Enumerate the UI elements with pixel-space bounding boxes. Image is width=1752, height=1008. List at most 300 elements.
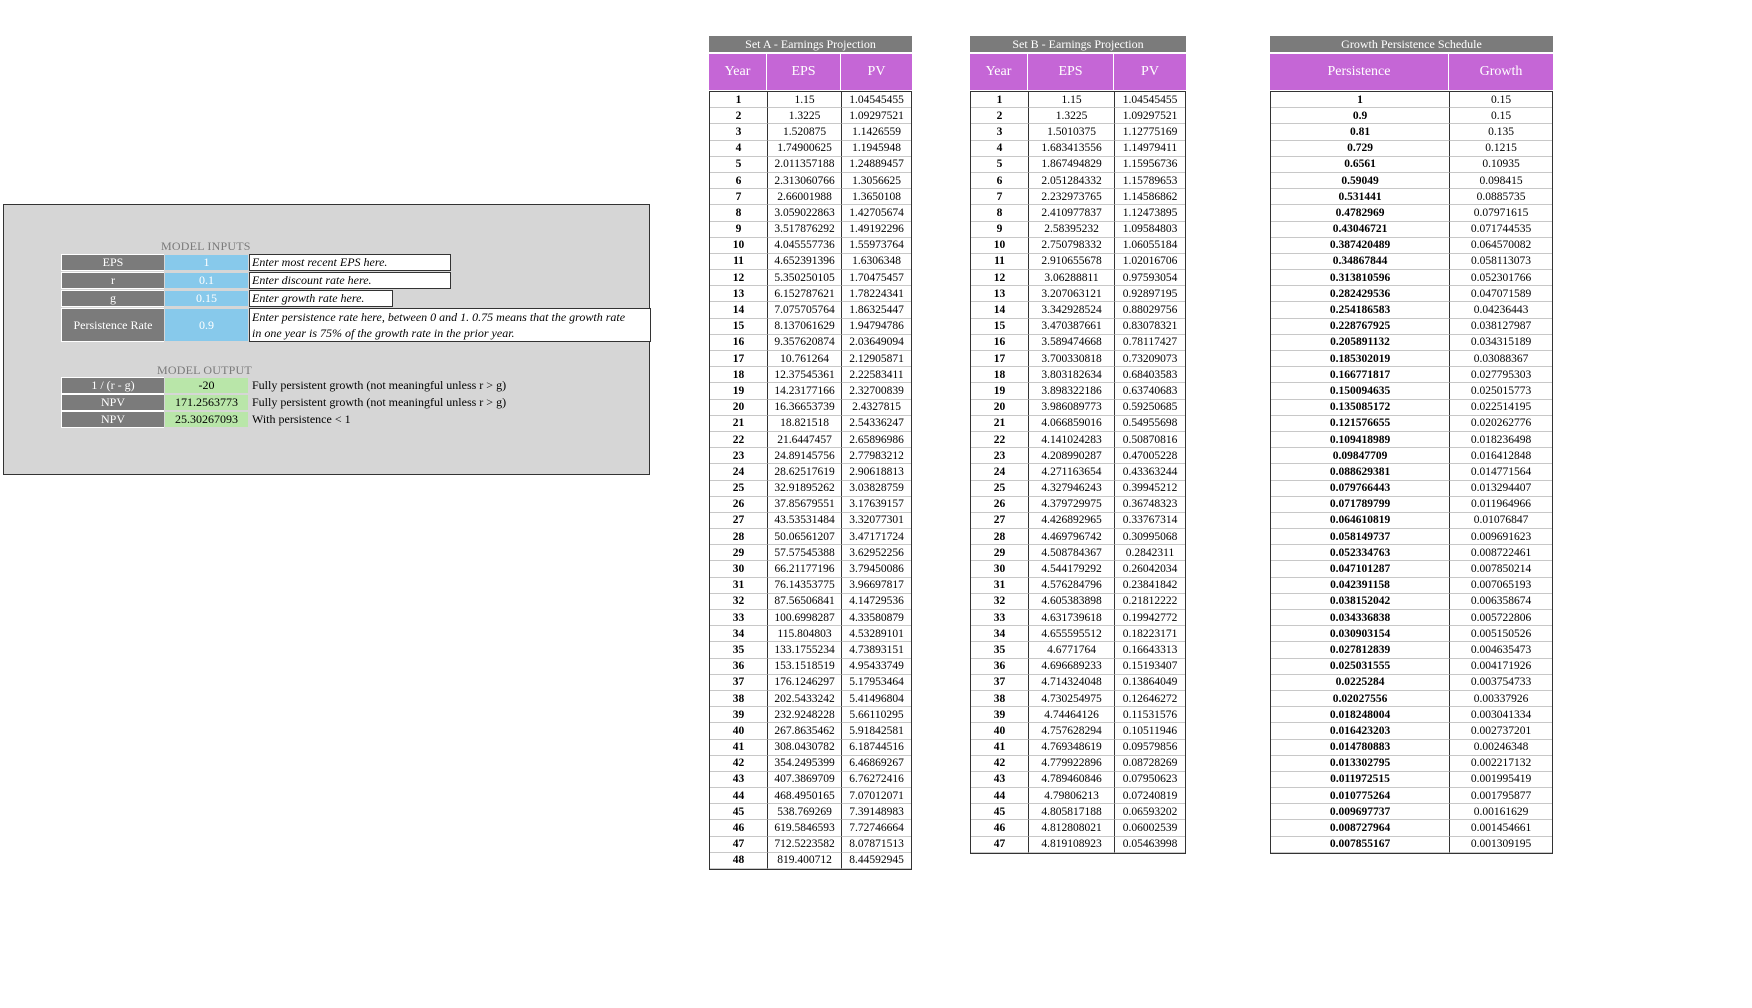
set-a-cell[interactable]: 115.804803 <box>768 626 842 642</box>
set-a-cell[interactable]: 1.1945948 <box>842 141 911 157</box>
set-b-cell[interactable]: 28 <box>971 529 1029 545</box>
set-a-cell[interactable]: 1.09297521 <box>842 108 911 124</box>
set-a-cell[interactable]: 40 <box>710 723 768 739</box>
growth-cell[interactable]: 0.00337926 <box>1450 691 1552 707</box>
growth-cell[interactable]: 0.027812839 <box>1271 642 1450 658</box>
set-b-cell[interactable]: 0.2842311 <box>1115 545 1185 561</box>
set-a-cell[interactable]: 3.32077301 <box>842 513 911 529</box>
growth-cell[interactable]: 0.047071589 <box>1450 286 1552 302</box>
set-b-cell[interactable]: 1.15956736 <box>1115 157 1185 173</box>
growth-cell[interactable]: 0.03088367 <box>1450 351 1552 367</box>
set-a-cell[interactable]: 1.3056625 <box>842 173 911 189</box>
set-a-cell[interactable]: 87.56506841 <box>768 594 842 610</box>
growth-cell[interactable]: 0.009697737 <box>1271 804 1450 820</box>
set-a-cell[interactable]: 37 <box>710 675 768 691</box>
set-b-cell[interactable]: 0.88029756 <box>1115 302 1185 318</box>
set-b-cell[interactable]: 0.63740683 <box>1115 383 1185 399</box>
set-a-cell[interactable]: 4.53289101 <box>842 626 911 642</box>
set-a-cell[interactable]: 21 <box>710 416 768 432</box>
set-b-cell[interactable]: 4.74464126 <box>1029 707 1115 723</box>
set-b-cell[interactable]: 2.750798332 <box>1029 238 1115 254</box>
output-cell-inverse[interactable]: -20 <box>164 377 249 394</box>
set-a-cell[interactable]: 1.49192296 <box>842 222 911 238</box>
growth-cell[interactable]: 0.016423203 <box>1271 723 1450 739</box>
set-a-cell[interactable]: 2.313060766 <box>768 173 842 189</box>
set-b-cell[interactable]: 3.470387661 <box>1029 319 1115 335</box>
set-b-cell[interactable]: 2 <box>971 108 1029 124</box>
set-b-cell[interactable]: 0.92897195 <box>1115 286 1185 302</box>
set-b-cell[interactable]: 3.589474668 <box>1029 335 1115 351</box>
set-b-cell[interactable]: 1.15 <box>1029 92 1115 108</box>
growth-cell[interactable]: 0.013294407 <box>1450 481 1552 497</box>
set-b-cell[interactable]: 33 <box>971 610 1029 626</box>
set-a-cell[interactable]: 1.520875 <box>768 124 842 140</box>
set-a-cell[interactable]: 3.059022863 <box>768 205 842 221</box>
growth-cell[interactable]: 0.6561 <box>1271 157 1450 173</box>
set-b-cell[interactable]: 3.803182634 <box>1029 367 1115 383</box>
set-b-cell[interactable]: 47 <box>971 837 1029 853</box>
set-a-cell[interactable]: 308.0430782 <box>768 740 842 756</box>
set-b-cell[interactable]: 22 <box>971 432 1029 448</box>
set-a-cell[interactable]: 18 <box>710 367 768 383</box>
set-a-cell[interactable]: 27 <box>710 513 768 529</box>
set-b-cell[interactable]: 4.469796742 <box>1029 529 1115 545</box>
set-b-cell[interactable]: 4.789460846 <box>1029 772 1115 788</box>
set-a-cell[interactable]: 57.57545388 <box>768 545 842 561</box>
set-a-header-pv[interactable]: PV <box>841 54 912 90</box>
growth-cell[interactable]: 0.001795877 <box>1450 788 1552 804</box>
growth-cell[interactable]: 0.011964966 <box>1450 497 1552 513</box>
set-b-cell[interactable]: 0.07950623 <box>1115 772 1185 788</box>
set-b-cell[interactable]: 41 <box>971 740 1029 756</box>
growth-cell[interactable]: 0.008727964 <box>1271 820 1450 836</box>
set-a-cell[interactable]: 44 <box>710 788 768 804</box>
set-b-cell[interactable]: 3.06288811 <box>1029 270 1115 286</box>
set-a-cell[interactable]: 354.2495399 <box>768 756 842 772</box>
set-b-cell[interactable]: 0.50870816 <box>1115 432 1185 448</box>
set-a-cell[interactable]: 4 <box>710 141 768 157</box>
set-b-cell[interactable]: 0.05463998 <box>1115 837 1185 853</box>
set-a-cell[interactable]: 619.5846593 <box>768 820 842 836</box>
set-a-cell[interactable]: 28 <box>710 529 768 545</box>
set-a-cell[interactable]: 3.03828759 <box>842 481 911 497</box>
set-a-cell[interactable]: 32 <box>710 594 768 610</box>
growth-cell[interactable]: 0.109418989 <box>1271 432 1450 448</box>
growth-cell[interactable]: 0.02027556 <box>1271 691 1450 707</box>
set-a-cell[interactable]: 19 <box>710 383 768 399</box>
set-a-cell[interactable]: 2.32700839 <box>842 383 911 399</box>
set-a-cell[interactable]: 26 <box>710 497 768 513</box>
set-b-cell[interactable]: 45 <box>971 804 1029 820</box>
set-a-cell[interactable]: 7.075705764 <box>768 302 842 318</box>
set-a-cell[interactable]: 50.06561207 <box>768 529 842 545</box>
set-a-cell[interactable]: 5.66110295 <box>842 707 911 723</box>
growth-cell[interactable]: 0.002217132 <box>1450 756 1552 772</box>
growth-cell[interactable]: 0.007855167 <box>1271 837 1450 853</box>
set-a-cell[interactable]: 8 <box>710 205 768 221</box>
set-a-cell[interactable]: 24 <box>710 464 768 480</box>
set-a-cell[interactable]: 7.72746664 <box>842 820 911 836</box>
growth-cell[interactable]: 0.003041334 <box>1450 707 1552 723</box>
growth-cell[interactable]: 0.005722806 <box>1450 610 1552 626</box>
set-a-cell[interactable]: 153.1518519 <box>768 659 842 675</box>
set-a-cell[interactable]: 4.33580879 <box>842 610 911 626</box>
set-b-cell[interactable]: 4.141024283 <box>1029 432 1115 448</box>
set-a-cell[interactable]: 1.86325447 <box>842 302 911 318</box>
set-b-cell[interactable]: 0.06002539 <box>1115 820 1185 836</box>
set-a-cell[interactable]: 2.011357188 <box>768 157 842 173</box>
set-b-cell[interactable]: 46 <box>971 820 1029 836</box>
input-cell-r[interactable]: 0.1 <box>164 272 249 289</box>
growth-cell[interactable]: 0.0885735 <box>1450 189 1552 205</box>
set-a-cell[interactable]: 1 <box>710 92 768 108</box>
set-a-cell[interactable]: 2.4327815 <box>842 400 911 416</box>
growth-cell[interactable]: 0.064570082 <box>1450 238 1552 254</box>
growth-cell[interactable]: 0.59049 <box>1271 173 1450 189</box>
growth-cell[interactable]: 0.064610819 <box>1271 513 1450 529</box>
set-b-cell[interactable]: 0.08728269 <box>1115 756 1185 772</box>
set-a-cell[interactable]: 1.74900625 <box>768 141 842 157</box>
growth-cell[interactable]: 0.9 <box>1271 108 1450 124</box>
growth-cell[interactable]: 0.014771564 <box>1450 464 1552 480</box>
growth-cell[interactable]: 0.022514195 <box>1450 400 1552 416</box>
set-a-cell[interactable]: 36 <box>710 659 768 675</box>
set-b-cell[interactable]: 0.12646272 <box>1115 691 1185 707</box>
set-b-cell[interactable]: 0.43363244 <box>1115 464 1185 480</box>
set-b-cell[interactable]: 44 <box>971 788 1029 804</box>
growth-cell[interactable]: 0.027795303 <box>1450 367 1552 383</box>
set-b-cell[interactable]: 4.379729975 <box>1029 497 1115 513</box>
set-a-cell[interactable]: 6.152787621 <box>768 286 842 302</box>
growth-cell[interactable]: 1 <box>1271 92 1450 108</box>
set-a-cell[interactable]: 5.91842581 <box>842 723 911 739</box>
set-a-cell[interactable]: 43 <box>710 772 768 788</box>
set-b-cell[interactable]: 0.11531576 <box>1115 707 1185 723</box>
set-b-cell[interactable]: 19 <box>971 383 1029 399</box>
set-a-cell[interactable]: 1.70475457 <box>842 270 911 286</box>
set-b-cell[interactable]: 1.09584803 <box>1115 222 1185 238</box>
set-a-cell[interactable]: 6 <box>710 173 768 189</box>
set-b-cell[interactable]: 1.02016706 <box>1115 254 1185 270</box>
set-b-cell[interactable]: 18 <box>971 367 1029 383</box>
set-a-cell[interactable]: 12.37545361 <box>768 367 842 383</box>
growth-cell[interactable]: 0.001309195 <box>1450 837 1552 853</box>
growth-cell[interactable]: 0.010775264 <box>1271 788 1450 804</box>
set-b-cell[interactable]: 0.07240819 <box>1115 788 1185 804</box>
growth-cell[interactable]: 0.038152042 <box>1271 594 1450 610</box>
set-b-cell[interactable]: 0.78117427 <box>1115 335 1185 351</box>
set-b-cell[interactable]: 1 <box>971 92 1029 108</box>
set-a-cell[interactable]: 202.5433242 <box>768 691 842 707</box>
set-a-cell[interactable]: 6.18744516 <box>842 740 911 756</box>
set-b-cell[interactable]: 37 <box>971 675 1029 691</box>
set-b-cell[interactable]: 0.97593054 <box>1115 270 1185 286</box>
set-b-cell[interactable]: 15 <box>971 319 1029 335</box>
growth-cell[interactable]: 0.185302019 <box>1271 351 1450 367</box>
set-b-cell[interactable]: 0.39945212 <box>1115 481 1185 497</box>
set-b-cell[interactable]: 1.06055184 <box>1115 238 1185 254</box>
growth-cell[interactable]: 0.011972515 <box>1271 772 1450 788</box>
input-cell-persistence[interactable]: 0.9 <box>164 308 249 342</box>
set-a-cell[interactable]: 6.46869267 <box>842 756 911 772</box>
set-b-cell[interactable]: 1.683413556 <box>1029 141 1115 157</box>
set-a-header-year[interactable]: Year <box>709 54 767 90</box>
set-a-cell[interactable]: 712.5223582 <box>768 837 842 853</box>
set-b-cell[interactable]: 13 <box>971 286 1029 302</box>
growth-cell[interactable]: 0.071744535 <box>1450 222 1552 238</box>
growth-cell[interactable]: 0.058149737 <box>1271 529 1450 545</box>
set-b-cell[interactable]: 24 <box>971 464 1029 480</box>
set-a-cell[interactable]: 4.14729536 <box>842 594 911 610</box>
set-a-cell[interactable]: 2.12905871 <box>842 351 911 367</box>
growth-cell[interactable]: 0.0225284 <box>1271 675 1450 691</box>
set-a-cell[interactable]: 3.17639157 <box>842 497 911 513</box>
set-b-cell[interactable]: 4.6771764 <box>1029 642 1115 658</box>
set-b-cell[interactable]: 3.700330818 <box>1029 351 1115 367</box>
growth-cell[interactable]: 0.228767925 <box>1271 319 1450 335</box>
growth-cell[interactable]: 0.121576655 <box>1271 416 1450 432</box>
growth-cell[interactable]: 0.00246348 <box>1450 740 1552 756</box>
set-a-cell[interactable]: 1.24889457 <box>842 157 911 173</box>
set-b-cell[interactable]: 39 <box>971 707 1029 723</box>
set-a-cell[interactable]: 23 <box>710 448 768 464</box>
growth-cell[interactable]: 0.079766443 <box>1271 481 1450 497</box>
growth-cell[interactable]: 0.030903154 <box>1271 626 1450 642</box>
set-b-cell[interactable]: 35 <box>971 642 1029 658</box>
set-b-cell[interactable]: 0.54955698 <box>1115 416 1185 432</box>
set-a-cell[interactable]: 8.44592945 <box>842 853 911 869</box>
growth-cell[interactable]: 0.001995419 <box>1450 772 1552 788</box>
set-b-cell[interactable]: 4.066859016 <box>1029 416 1115 432</box>
growth-cell[interactable]: 0.005150526 <box>1450 626 1552 642</box>
set-a-cell[interactable]: 12 <box>710 270 768 286</box>
growth-cell[interactable]: 0.052301766 <box>1450 270 1552 286</box>
growth-cell[interactable]: 0.43046721 <box>1271 222 1450 238</box>
set-b-cell[interactable]: 4.605383898 <box>1029 594 1115 610</box>
growth-cell[interactable]: 0.1215 <box>1450 141 1552 157</box>
input-cell-g[interactable]: 0.15 <box>164 290 249 307</box>
set-b-cell[interactable]: 32 <box>971 594 1029 610</box>
set-a-cell[interactable]: 1.78224341 <box>842 286 911 302</box>
set-a-cell[interactable]: 22 <box>710 432 768 448</box>
set-a-cell[interactable]: 47 <box>710 837 768 853</box>
set-b-cell[interactable]: 0.36748323 <box>1115 497 1185 513</box>
set-b-cell[interactable]: 3.898322186 <box>1029 383 1115 399</box>
growth-cell[interactable]: 0.007850214 <box>1450 561 1552 577</box>
set-b-cell[interactable]: 0.15193407 <box>1115 659 1185 675</box>
growth-cell[interactable]: 0.098415 <box>1450 173 1552 189</box>
growth-cell[interactable]: 0.038127987 <box>1450 319 1552 335</box>
set-b-cell[interactable]: 12 <box>971 270 1029 286</box>
set-a-cell[interactable]: 25 <box>710 481 768 497</box>
set-a-cell[interactable]: 3.47171724 <box>842 529 911 545</box>
set-b-cell[interactable]: 4.208990287 <box>1029 448 1115 464</box>
set-b-cell[interactable]: 27 <box>971 513 1029 529</box>
set-a-cell[interactable]: 13 <box>710 286 768 302</box>
output-cell-npv-full[interactable]: 171.2563773 <box>164 394 249 411</box>
set-a-cell[interactable]: 4.045557736 <box>768 238 842 254</box>
set-a-cell[interactable]: 3.517876292 <box>768 222 842 238</box>
set-b-cell[interactable]: 0.47005228 <box>1115 448 1185 464</box>
set-b-cell[interactable]: 2.58395232 <box>1029 222 1115 238</box>
set-a-cell[interactable]: 3.62952256 <box>842 545 911 561</box>
set-a-cell[interactable]: 18.821518 <box>768 416 842 432</box>
set-b-cell[interactable]: 0.23841842 <box>1115 578 1185 594</box>
growth-cell[interactable]: 0.018248004 <box>1271 707 1450 723</box>
set-a-cell[interactable]: 2.03649094 <box>842 335 911 351</box>
set-a-cell[interactable]: 3.79450086 <box>842 561 911 577</box>
set-b-cell[interactable]: 0.68403583 <box>1115 367 1185 383</box>
set-b-cell[interactable]: 1.867494829 <box>1029 157 1115 173</box>
set-a-cell[interactable]: 3 <box>710 124 768 140</box>
set-b-cell[interactable]: 1.09297521 <box>1115 108 1185 124</box>
set-a-cell[interactable]: 37.85679551 <box>768 497 842 513</box>
growth-cell[interactable]: 0.025031555 <box>1271 659 1450 675</box>
set-b-cell[interactable]: 1.12775169 <box>1115 124 1185 140</box>
set-a-cell[interactable]: 2.66001988 <box>768 189 842 205</box>
growth-cell[interactable]: 0.034336838 <box>1271 610 1450 626</box>
set-a-cell[interactable]: 4.652391396 <box>768 254 842 270</box>
set-b-header-year[interactable]: Year <box>970 54 1028 90</box>
set-b-cell[interactable]: 3 <box>971 124 1029 140</box>
set-a-cell[interactable]: 2 <box>710 108 768 124</box>
growth-cell[interactable]: 0.135085172 <box>1271 400 1450 416</box>
set-a-cell[interactable]: 1.3650108 <box>842 189 911 205</box>
set-b-cell[interactable]: 3.207063121 <box>1029 286 1115 302</box>
set-b-cell[interactable]: 0.73209073 <box>1115 351 1185 367</box>
set-b-cell[interactable]: 38 <box>971 691 1029 707</box>
set-b-cell[interactable]: 4.714324048 <box>1029 675 1115 691</box>
set-a-cell[interactable]: 8.07871513 <box>842 837 911 853</box>
growth-cell[interactable]: 0.205891132 <box>1271 335 1450 351</box>
set-a-cell[interactable]: 43.53531484 <box>768 513 842 529</box>
set-a-cell[interactable]: 76.14353775 <box>768 578 842 594</box>
set-b-cell[interactable]: 40 <box>971 723 1029 739</box>
growth-cell[interactable]: 0.034315189 <box>1450 335 1552 351</box>
set-a-cell[interactable]: 7.07012071 <box>842 788 911 804</box>
set-b-cell[interactable]: 4.819108923 <box>1029 837 1115 853</box>
set-a-cell[interactable]: 20 <box>710 400 768 416</box>
growth-cell[interactable]: 0.020262776 <box>1450 416 1552 432</box>
growth-cell[interactable]: 0.004635473 <box>1450 642 1552 658</box>
set-a-cell[interactable]: 10 <box>710 238 768 254</box>
set-b-cell[interactable]: 0.21812222 <box>1115 594 1185 610</box>
growth-cell[interactable]: 0.001454661 <box>1450 820 1552 836</box>
set-a-cell[interactable]: 66.21177196 <box>768 561 842 577</box>
set-b-cell[interactable]: 5 <box>971 157 1029 173</box>
growth-cell[interactable]: 0.150094635 <box>1271 383 1450 399</box>
set-b-cell[interactable]: 36 <box>971 659 1029 675</box>
set-a-cell[interactable]: 46 <box>710 820 768 836</box>
growth-cell[interactable]: 0.025015773 <box>1450 383 1552 399</box>
set-a-cell[interactable]: 14 <box>710 302 768 318</box>
set-a-cell[interactable]: 1.04545455 <box>842 92 911 108</box>
growth-cell[interactable]: 0.071789799 <box>1271 497 1450 513</box>
set-a-cell[interactable]: 100.6998287 <box>768 610 842 626</box>
set-b-cell[interactable]: 29 <box>971 545 1029 561</box>
set-b-cell[interactable]: 4 <box>971 141 1029 157</box>
growth-cell[interactable]: 0.81 <box>1271 124 1450 140</box>
growth-cell[interactable]: 0.15 <box>1450 108 1552 124</box>
set-b-cell[interactable]: 10 <box>971 238 1029 254</box>
set-a-cell[interactable]: 14.23177166 <box>768 383 842 399</box>
growth-cell[interactable]: 0.07971615 <box>1450 205 1552 221</box>
growth-cell[interactable]: 0.008722461 <box>1450 545 1552 561</box>
set-b-cell[interactable]: 2.051284332 <box>1029 173 1115 189</box>
set-a-cell[interactable]: 1.6306348 <box>842 254 911 270</box>
set-b-cell[interactable]: 34 <box>971 626 1029 642</box>
set-a-cell[interactable]: 1.94794786 <box>842 319 911 335</box>
set-a-cell[interactable]: 42 <box>710 756 768 772</box>
growth-cell[interactable]: 0.04236443 <box>1450 302 1552 318</box>
set-b-cell[interactable]: 0.83078321 <box>1115 319 1185 335</box>
growth-cell[interactable]: 0.058113073 <box>1450 254 1552 270</box>
set-b-cell[interactable]: 23 <box>971 448 1029 464</box>
growth-cell[interactable]: 0.729 <box>1271 141 1450 157</box>
set-a-cell[interactable]: 267.8635462 <box>768 723 842 739</box>
set-a-cell[interactable]: 2.65896986 <box>842 432 911 448</box>
set-b-cell[interactable]: 14 <box>971 302 1029 318</box>
growth-cell[interactable]: 0.052334763 <box>1271 545 1450 561</box>
set-b-cell[interactable]: 4.779922896 <box>1029 756 1115 772</box>
set-a-cell[interactable]: 538.769269 <box>768 804 842 820</box>
set-b-cell[interactable]: 25 <box>971 481 1029 497</box>
set-b-cell[interactable]: 3.986089773 <box>1029 400 1115 416</box>
growth-cell[interactable]: 0.01076847 <box>1450 513 1552 529</box>
set-a-cell[interactable]: 9 <box>710 222 768 238</box>
set-a-cell[interactable]: 1.42705674 <box>842 205 911 221</box>
growth-cell[interactable]: 0.4782969 <box>1271 205 1450 221</box>
set-b-cell[interactable]: 4.508784367 <box>1029 545 1115 561</box>
set-b-cell[interactable]: 1.14586862 <box>1115 189 1185 205</box>
set-a-cell[interactable]: 3.96697817 <box>842 578 911 594</box>
set-b-cell[interactable]: 4.426892965 <box>1029 513 1115 529</box>
set-a-cell[interactable]: 28.62517619 <box>768 464 842 480</box>
set-a-cell[interactable]: 11 <box>710 254 768 270</box>
set-b-cell[interactable]: 0.10511946 <box>1115 723 1185 739</box>
set-b-cell[interactable]: 3.342928524 <box>1029 302 1115 318</box>
set-a-cell[interactable]: 15 <box>710 319 768 335</box>
set-a-cell[interactable]: 2.22583411 <box>842 367 911 383</box>
growth-cell[interactable]: 0.013302795 <box>1271 756 1450 772</box>
set-a-cell[interactable]: 819.400712 <box>768 853 842 869</box>
set-a-cell[interactable]: 10.761264 <box>768 351 842 367</box>
set-b-cell[interactable]: 4.327946243 <box>1029 481 1115 497</box>
set-a-cell[interactable]: 2.77983212 <box>842 448 911 464</box>
set-a-cell[interactable]: 5.17953464 <box>842 675 911 691</box>
set-a-cell[interactable]: 1.3225 <box>768 108 842 124</box>
set-a-cell[interactable]: 48 <box>710 853 768 869</box>
set-b-cell[interactable]: 11 <box>971 254 1029 270</box>
set-b-cell[interactable]: 1.5010375 <box>1029 124 1115 140</box>
set-b-cell[interactable]: 4.730254975 <box>1029 691 1115 707</box>
set-b-cell[interactable]: 2.910655678 <box>1029 254 1115 270</box>
set-a-cell[interactable]: 1.1426559 <box>842 124 911 140</box>
set-b-cell[interactable]: 4.631739618 <box>1029 610 1115 626</box>
set-a-cell[interactable]: 1.15 <box>768 92 842 108</box>
growth-header-growth[interactable]: Growth <box>1449 54 1553 90</box>
set-b-cell[interactable]: 21 <box>971 416 1029 432</box>
growth-cell[interactable]: 0.018236498 <box>1450 432 1552 448</box>
set-b-cell[interactable]: 1.12473895 <box>1115 205 1185 221</box>
set-b-cell[interactable]: 4.271163654 <box>1029 464 1115 480</box>
growth-cell[interactable]: 0.34867844 <box>1271 254 1450 270</box>
growth-cell[interactable]: 0.387420489 <box>1271 238 1450 254</box>
set-b-cell[interactable]: 4.576284796 <box>1029 578 1115 594</box>
set-a-cell[interactable]: 17 <box>710 351 768 367</box>
growth-cell[interactable]: 0.014780883 <box>1271 740 1450 756</box>
set-a-cell[interactable]: 41 <box>710 740 768 756</box>
